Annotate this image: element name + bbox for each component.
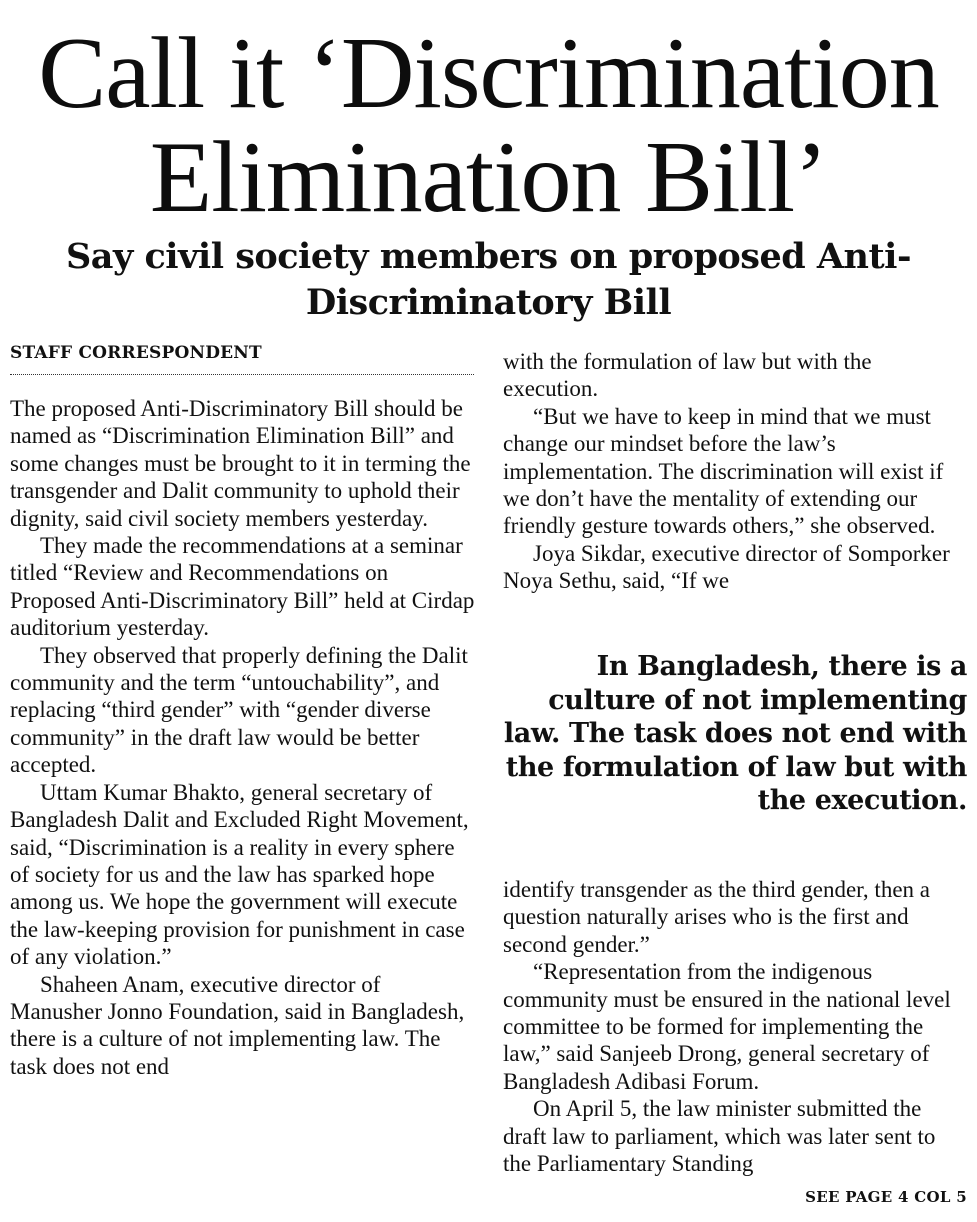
pull-quote: In Bangladesh, there is a culture of not implementing law. The task does not end with the formulation of law but with the execution. [503,651,967,816]
continuation-line: SEE PAGE 4 COL 5 [805,1188,967,1206]
paragraph: “Representation from the indigenous community must be ensured in the national level committee to be formed for implementing the law,” said Sanjeeb Drong, general secretary of Bangladesh Adibasi Forum. [503,959,951,1094]
byline: STAFF CORRESPONDENT [10,342,474,375]
paragraph: Joya Sikdar, executive director of Somporker Noya Sethu, said, “If we [503,540,950,594]
paragraph: The proposed Anti-Discriminatory Bill should be named as “Discrimination Elimination Bill” and some changes must be brought to it in terming the transgender and Dalit community to uphold their dignity, said civil society members yesterday. [10,396,471,531]
paragraph: They made the recommendations at a seminar titled “Review and Recommendations on Proposed Anti-Discriminatory Bill” held at Cirdap auditorium yesterday. [10,533,475,641]
paragraph: They observed that properly defining the Dalit community and the term “untouchability”, and replacing “third gender” with “gender diverse community” in the draft law would be better accepted. [10,642,468,778]
paragraph: Shaheen Anam, executive director of Manusher Jonno Foundation, said in Bangladesh, there is a culture of not implementing law. The task does not end [10,971,465,1079]
paragraph: On April 5, the law minister submitted the draft law to parliament, which was later sent to the Parliamentary Standing [503,1096,936,1177]
paragraph: with the formulation of law but with the execution. [503,349,872,402]
article-column-left [10,395,478,1080]
paragraph: “But we have to keep in mind that we must change our mindset before the law’s implementation. The discrimination will exist if we don’t have the mentality of extending our friendly gesture towards others,” she observed. [503,403,944,539]
article-column-right-top [503,348,969,595]
subheadline: Say civil society members on proposed Anti-Discriminatory Bill [66,236,911,323]
paragraph: identify transgender as the third gender, then a question naturally arises who is the first and second gender.” [503,877,930,957]
article-column-right-bottom [503,876,969,1177]
paragraph: Uttam Kumar Bhakto, general secretary of Bangladesh Dalit and Excluded Right Movement, said, “Discrimination is a reality in every sphere of society for us and the law has sparked hope among us. We hope the government will execute the law-keeping provision for punishment in case of any violation.” [10,779,469,970]
headline: Call it ‘Discrimination Elimination Bill’ [38,17,939,234]
